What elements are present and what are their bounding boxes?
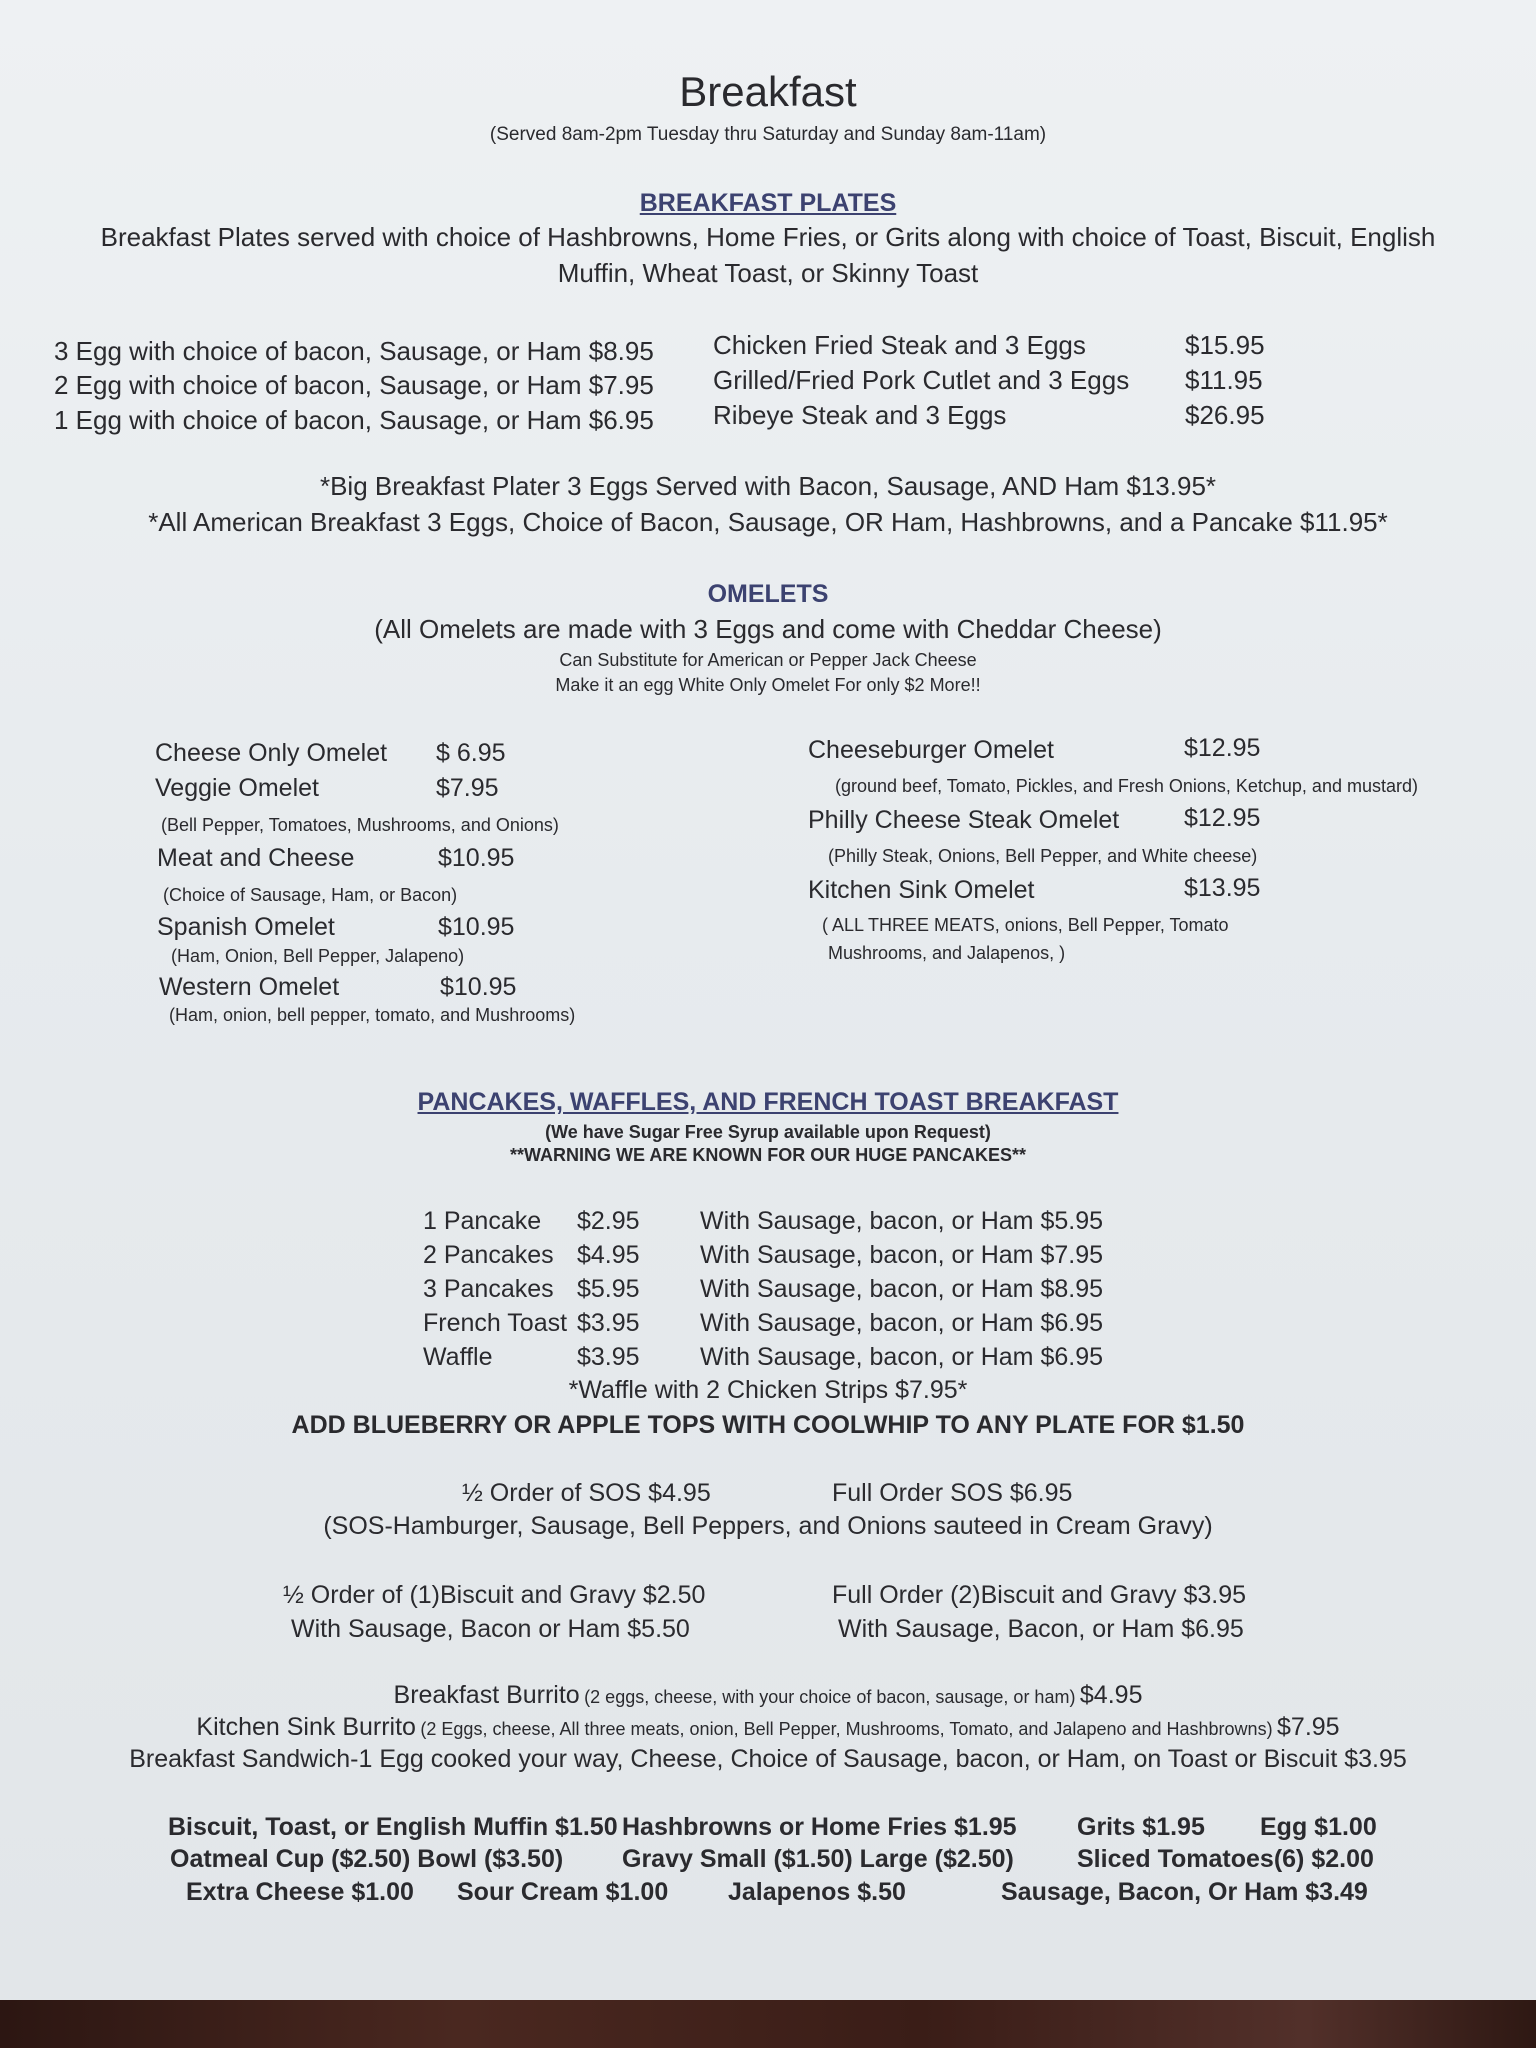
omelet-name: Spanish Omelet xyxy=(157,913,335,941)
omelets-subtitle: (All Omelets are made with 3 Eggs and come with Cheddar Cheese) xyxy=(374,614,1162,644)
side-item: Gravy Small ($1.50) Large ($2.50) xyxy=(622,1845,1014,1873)
biscuit-gravy-full-with-meat: With Sausage, Bacon, or Ham $6.95 xyxy=(838,1615,1244,1643)
biscuit-gravy-full: Full Order (2)Biscuit and Gravy $3.95 xyxy=(832,1581,1247,1609)
plate-item-name: Ribeye Steak and 3 Eggs xyxy=(713,400,1007,430)
side-item: Egg $1.00 xyxy=(1260,1813,1377,1841)
omelet-description: (Bell Pepper, Tomatoes, Mushrooms, and Onions) xyxy=(161,815,559,835)
sos-description: (SOS-Hamburger, Sausage, Bell Peppers, and Onions sauteed in Cream Gravy) xyxy=(323,1512,1213,1540)
table-surface xyxy=(0,2000,1536,2048)
pancake-item-price: $2.95 xyxy=(577,1207,640,1235)
omelet-name: Veggie Omelet xyxy=(155,774,319,802)
side-item: Extra Cheese $1.00 xyxy=(186,1878,414,1906)
plate-item: 2 Egg with choice of bacon, Sausage, or Ham $7.95 xyxy=(54,370,654,400)
side-item: Grits $1.95 xyxy=(1077,1813,1205,1841)
omelet-price: $10.95 xyxy=(438,844,515,872)
omelet-name: Philly Cheese Steak Omelet xyxy=(808,806,1120,834)
omelet-description: (Ham, Onion, Bell Pepper, Jalapeno) xyxy=(171,946,465,966)
side-item: Jalapenos $.50 xyxy=(728,1878,906,1906)
omelet-price: $ 6.95 xyxy=(436,739,506,767)
biscuit-gravy-half: ½ Order of (1)Biscuit and Gravy $2.50 xyxy=(283,1581,706,1609)
omelet-name: Western Omelet xyxy=(159,973,340,1001)
omelet-description: (Choice of Sausage, Ham, or Bacon) xyxy=(163,885,458,905)
plate-item-name: Chicken Fried Steak and 3 Eggs xyxy=(713,330,1086,360)
plate-item: 1 Egg with choice of bacon, Sausage, or Ham $6.95 xyxy=(54,405,654,435)
waffle-special: *Waffle with 2 Chicken Strips $7.95* xyxy=(568,1376,968,1404)
sos-half-order: ½ Order of SOS $4.95 xyxy=(462,1479,711,1507)
side-item: Oatmeal Cup ($2.50) Bowl ($3.50) xyxy=(170,1845,564,1873)
pancake-item-with-meat: With Sausage, bacon, or Ham $7.95 xyxy=(700,1241,1104,1269)
plate-item-price: $15.95 xyxy=(1185,330,1265,360)
omelet-description: (Philly Steak, Onions, Bell Pepper, and White cheese) xyxy=(828,846,1258,866)
omelet-price: $7.95 xyxy=(436,774,499,802)
plate-item: 3 Egg with choice of bacon, Sausage, or Ham $8.95 xyxy=(54,336,654,366)
plates-description-line2: Muffin, Wheat Toast, or Skinny Toast xyxy=(557,258,979,288)
pancakes-warning: **WARNING WE ARE KNOWN FOR OUR HUGE PANCAKES** xyxy=(509,1145,1026,1165)
omelet-name: Cheeseburger Omelet xyxy=(808,736,1054,764)
omelet-name: Cheese Only Omelet xyxy=(155,739,388,767)
omelets-note-egg-white: Make it an egg White Only Omelet For only $2 More!! xyxy=(555,675,981,695)
pancake-item-name: 2 Pancakes xyxy=(423,1241,554,1269)
burrito-price: $4.95 xyxy=(1079,1681,1143,1709)
pancake-item-with-meat: With Sausage, bacon, or Ham $5.95 xyxy=(700,1207,1104,1235)
pancakes-heading: PANCAKES, WAFFLES, AND FRENCH TOAST BREAKFAST xyxy=(417,1088,1119,1116)
service-hours: (Served 8am-2pm Tuesday thru Saturday and Sunday 8am-11am) xyxy=(489,124,1047,145)
pancake-item-with-meat: With Sausage, bacon, or Ham $8.95 xyxy=(700,1275,1104,1303)
omelet-description: (ground beef, Tomato, Pickles, and Fresh Onions, Ketchup, and mustard) xyxy=(835,776,1418,796)
pancake-item-name: French Toast xyxy=(423,1309,568,1337)
omelets-note-cheese: Can Substitute for American or Pepper Jack Cheese xyxy=(559,650,977,670)
omelets-heading: OMELETS xyxy=(707,580,829,608)
plate-item-price: $11.95 xyxy=(1185,365,1263,395)
omelet-description: ( ALL THREE MEATS, onions, Bell Pepper, Tomato xyxy=(822,915,1229,935)
omelet-name: Meat and Cheese xyxy=(157,844,355,872)
biscuit-gravy-half-with-meat: With Sausage, Bacon or Ham $5.50 xyxy=(291,1615,690,1643)
plate-item-price: $26.95 xyxy=(1185,400,1265,430)
breakfast-sandwich: Breakfast Sandwich-1 Egg cooked your way, Cheese, Choice of Sausage, bacon, or Ham, on Toast or Biscuit $3.95 xyxy=(129,1745,1407,1773)
pancake-item-price: $5.95 xyxy=(577,1275,640,1303)
pancake-item-with-meat: With Sausage, bacon, or Ham $6.95 xyxy=(700,1309,1104,1337)
plates-description-line1: Breakfast Plates served with choice of Hashbrowns, Home Fries, or Grits along with choice of Toast, Biscuit, English xyxy=(100,222,1436,252)
burrito-description: (2 eggs, cheese, with your choice of bacon, sausage, or ham) xyxy=(584,1687,1076,1707)
side-item: Biscuit, Toast, or English Muffin $1.50 xyxy=(168,1813,618,1841)
omelet-description: Mushrooms, and Jalapenos, ) xyxy=(828,943,1066,963)
plate-item-name: Grilled/Fried Pork Cutlet and 3 Eggs xyxy=(713,365,1130,395)
omelet-price: $13.95 xyxy=(1184,874,1261,902)
kitchen-sink-burrito xyxy=(0,1713,1536,1742)
special-big-breakfast: *Big Breakfast Plater 3 Eggs Served with Bacon, Sausage, AND Ham $13.95* xyxy=(319,471,1217,501)
pancake-item-name: 3 Pancakes xyxy=(423,1275,554,1303)
omelet-price: $12.95 xyxy=(1184,804,1261,832)
pancake-item-name: 1 Pancake xyxy=(423,1207,542,1235)
omelet-description: (Ham, onion, bell pepper, tomato, and Mushrooms) xyxy=(169,1005,576,1025)
side-item: Sour Cream $1.00 xyxy=(457,1878,669,1906)
pancake-item-price: $3.95 xyxy=(577,1343,640,1371)
burrito-price: $7.95 xyxy=(1277,1713,1340,1741)
side-item: Sliced Tomatoes(6) $2.00 xyxy=(1077,1845,1374,1873)
omelet-price: $10.95 xyxy=(440,973,517,1001)
sos-full-order: Full Order SOS $6.95 xyxy=(832,1479,1073,1507)
omelet-name: Kitchen Sink Omelet xyxy=(808,876,1035,904)
side-item: Hashbrowns or Home Fries $1.95 xyxy=(622,1813,1017,1841)
omelet-price: $10.95 xyxy=(438,913,515,941)
pancake-item-price: $3.95 xyxy=(577,1309,640,1337)
breakfast-plates-heading: BREAKFAST PLATES xyxy=(639,189,897,217)
fruit-topping-addon: ADD BLUEBERRY OR APPLE TOPS WITH COOLWHIP TO ANY PLATE FOR $1.50 xyxy=(291,1411,1245,1439)
pancake-item-with-meat: With Sausage, bacon, or Ham $6.95 xyxy=(700,1343,1104,1371)
breakfast-burrito xyxy=(0,1681,1536,1710)
pancake-item-price: $4.95 xyxy=(577,1241,640,1269)
pancakes-note-syrup: (We have Sugar Free Syrup available upon Request) xyxy=(545,1122,991,1142)
menu-title: Breakfast xyxy=(679,68,857,115)
special-all-american: *All American Breakfast 3 Eggs, Choice of Bacon, Sausage, OR Ham, Hashbrowns, and a Pancake $11.95* xyxy=(148,507,1388,537)
burrito-description: (2 Eggs, cheese, All three meats, onion, Bell Pepper, Mushrooms, Tomato, and Jalapeno and Hashbrowns) xyxy=(420,1719,1273,1739)
side-item: Sausage, Bacon, Or Ham $3.49 xyxy=(1001,1878,1368,1906)
omelet-price: $12.95 xyxy=(1184,734,1261,762)
burrito-name: Kitchen Sink Burrito xyxy=(196,1713,416,1741)
burrito-name: Breakfast Burrito xyxy=(393,1681,580,1709)
pancake-item-name: Waffle xyxy=(423,1343,493,1371)
